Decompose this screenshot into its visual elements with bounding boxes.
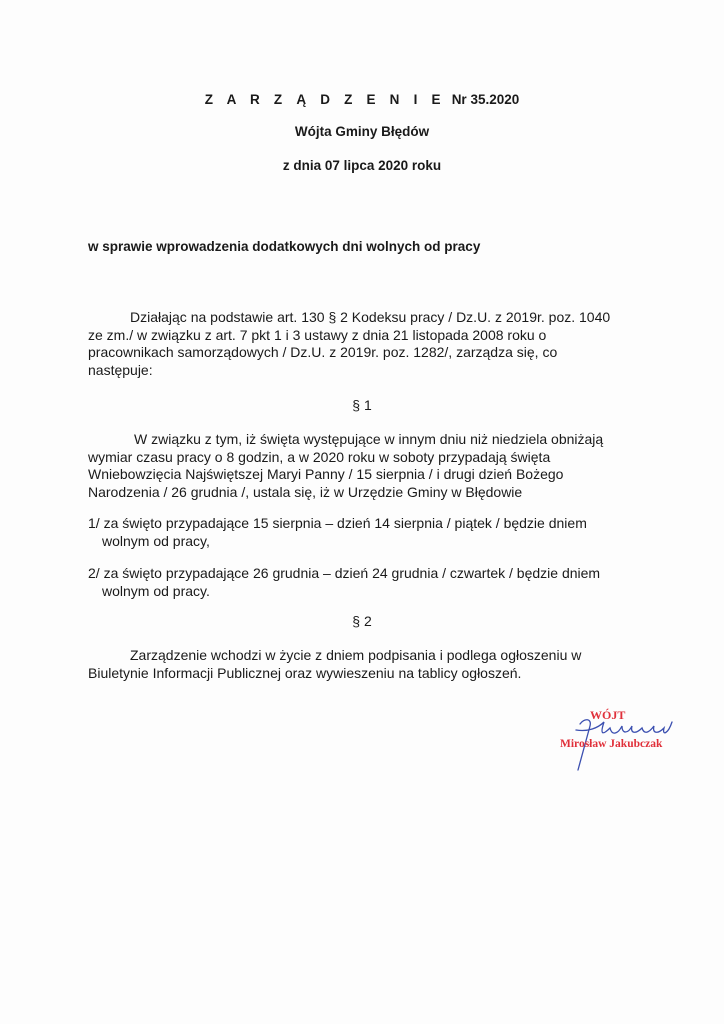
document-date: z dnia 07 lipca 2020 roku xyxy=(282,158,442,173)
section-2-body xyxy=(88,647,678,682)
preamble-line: pracownikach samorządowych / Dz.U. z 2019r. poz. 1282/, zarządza się, co xyxy=(88,344,558,360)
section-1-heading: § 1 xyxy=(352,397,372,413)
stamp-title: WÓJT xyxy=(590,708,626,722)
list-item: 1/ za święto przypadające 15 sierpnia – dzień 14 sierpnia / piątek / będzie dniem wolnym od pracy, xyxy=(88,515,587,549)
section-2-line: Biuletynie Informacji Publicznej oraz wywieszeniu na tablicy ogłoszeń. xyxy=(88,664,522,681)
preamble-line: następuje: xyxy=(88,361,153,378)
signature-stamp xyxy=(540,700,700,780)
issuer: Wójta Gminy Błędów xyxy=(294,124,430,139)
document-title xyxy=(0,92,724,107)
section-2-line: Zarządzenie wchodzi w życie z dniem podpisania i podlega ogłoszeniu w xyxy=(130,647,582,663)
stamp-name: Mirosław Jakubczak xyxy=(560,738,663,750)
section-1-line: W związku z tym, iż święta występujące w innym dniu niż niedziela obniżają xyxy=(134,431,604,447)
preamble-line: ze zm./ w związku z art. 7 pkt 1 i 3 ustawy z dnia 21 listopada 2008 roku o xyxy=(88,326,547,343)
section-1-line: Narodzenia / 26 grudnia /, ustala się, iż w Urzędzie Gminy w Błędowie xyxy=(88,483,523,500)
preamble-line: Działając na podstawie art. 130 § 2 Kodeksu pracy / Dz.U. z 2019r. poz. 1040 xyxy=(130,309,611,325)
section-1-body xyxy=(88,431,678,501)
section-1-line: Wniebowzięcia Najświętszej Maryi Panny / 15 sierpnia / i drugi dzień Bożego xyxy=(88,466,564,482)
preamble xyxy=(88,309,678,379)
document-subject: w sprawie wprowadzenia dodatkowych dni wolnych od pracy xyxy=(88,239,481,254)
title-number: Nr 35.2020 xyxy=(451,92,520,107)
title-word: Z A R Z Ą D Z E N I E xyxy=(204,92,446,107)
section-2-heading: § 2 xyxy=(352,613,372,629)
list-item: 2/ za święto przypadające 26 grudnia – dzień 24 grudnia / czwartek / będzie dniem wolnym od pracy. xyxy=(88,565,601,599)
section-1-line: wymiar czasu pracy o 8 godzin, a w 2020 roku w soboty przypadają święta xyxy=(88,448,551,465)
